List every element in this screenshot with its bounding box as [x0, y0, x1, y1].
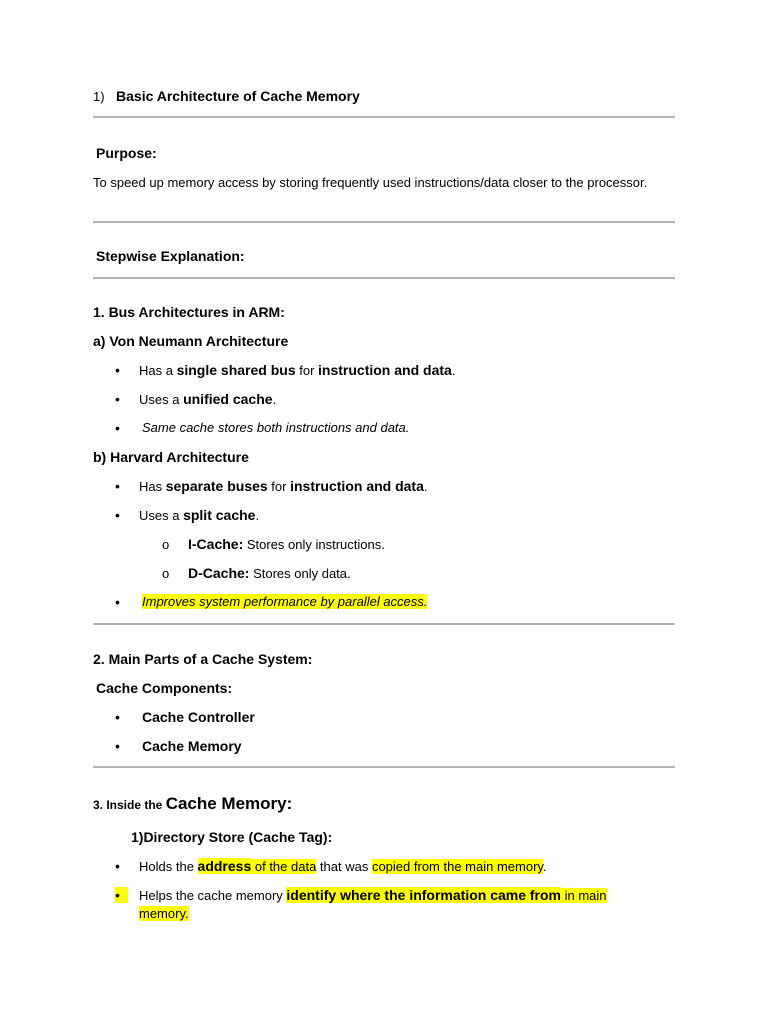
- text-bold: separate buses: [165, 478, 268, 494]
- text-highlighted: Improves system performance by parallel access.: [142, 594, 428, 609]
- list-item: [139, 507, 259, 523]
- list-item: [139, 887, 607, 903]
- text-bold: Cache Controller: [142, 709, 255, 725]
- text-highlighted: identify where the information came from: [286, 887, 562, 903]
- document-title: [93, 88, 360, 106]
- text-highlighted: of the data: [251, 859, 317, 874]
- text: for: [267, 479, 291, 494]
- title-text: Basic Architecture of Cache Memory: [116, 88, 360, 104]
- list-item: [139, 738, 242, 756]
- text: Helps the cache memory: [139, 888, 287, 903]
- text: Has a: [139, 363, 177, 378]
- text-italic: Same cache stores both instructions and data.: [142, 420, 410, 435]
- purpose-heading: [93, 145, 157, 163]
- list-item: [139, 594, 427, 609]
- text: Uses a: [139, 392, 184, 407]
- bullet: •: [115, 858, 120, 874]
- section-2-heading: 2. Main Parts of a Cache System:: [93, 651, 313, 667]
- text: that was: [316, 859, 372, 874]
- text-highlighted: copied from the main memory: [371, 859, 543, 874]
- text: for: [295, 363, 319, 378]
- sub-list-item: [185, 536, 385, 552]
- list-item: [139, 362, 455, 378]
- bullet: •: [115, 420, 120, 436]
- text: Stores only data.: [249, 566, 351, 581]
- heading-big: Cache Memory:: [165, 794, 293, 813]
- purpose-heading-text: Purpose:: [96, 145, 157, 161]
- list-item: [139, 420, 409, 435]
- sub-bullet: o: [162, 566, 170, 581]
- text: .: [255, 508, 260, 523]
- text-bold: unified cache: [183, 391, 273, 407]
- bullet: •: [115, 738, 120, 754]
- list-item: [139, 391, 276, 407]
- text-bold: I-Cache:: [188, 536, 244, 552]
- divider: [93, 221, 675, 223]
- text-highlighted: address: [197, 858, 252, 874]
- text: Uses a: [139, 508, 184, 523]
- text-bold: split cache: [183, 507, 256, 523]
- list-item-continuation: [139, 906, 189, 921]
- divider: [93, 766, 675, 768]
- sub-list-item: [185, 565, 351, 581]
- bullet: •: [115, 887, 128, 903]
- text-bold: Cache Memory: [142, 738, 242, 754]
- text: .: [423, 479, 428, 494]
- divider: [93, 277, 675, 279]
- von-neumann-heading: a) Von Neumann Architecture: [93, 333, 289, 349]
- text-bold: instruction and data: [290, 478, 424, 494]
- purpose-body: To speed up memory access by storing frequently used instructions/data closer to the processor.: [93, 175, 648, 190]
- directory-store-heading: 1)Directory Store (Cache Tag):: [131, 829, 333, 845]
- sub-bullet: o: [162, 537, 170, 552]
- list-item: [139, 478, 428, 494]
- stepwise-heading-text: Stepwise Explanation:: [96, 248, 245, 264]
- divider: [93, 623, 675, 625]
- bullet: •: [115, 594, 120, 610]
- bullet: •: [115, 478, 120, 494]
- text: Has: [139, 479, 166, 494]
- components-heading-text: Cache Components:: [96, 680, 233, 696]
- list-item: [139, 709, 255, 727]
- bullet: •: [115, 507, 120, 523]
- text-bold: instruction and data: [318, 362, 452, 378]
- list-item: [139, 858, 547, 874]
- text-highlighted: memory.: [139, 906, 189, 921]
- section-3-heading: [93, 794, 292, 814]
- text: .: [542, 859, 547, 874]
- bullet: •: [115, 362, 120, 378]
- text: Stores only instructions.: [243, 537, 385, 552]
- harvard-heading: b) Harvard Architecture: [93, 449, 249, 465]
- bullet: •: [115, 709, 120, 725]
- bullet: •: [115, 391, 120, 407]
- divider: [93, 116, 675, 118]
- components-heading: [93, 680, 232, 698]
- text-bold: D-Cache:: [188, 565, 250, 581]
- text: .: [272, 392, 277, 407]
- text-highlighted: in main: [561, 888, 607, 903]
- heading-small: 3. Inside the: [93, 798, 166, 812]
- stepwise-heading: [93, 248, 245, 266]
- title-number: 1): [93, 89, 105, 104]
- text-bold: single shared bus: [176, 362, 296, 378]
- text: Holds the: [139, 859, 198, 874]
- section-1-heading: 1. Bus Architectures in ARM:: [93, 304, 285, 320]
- text: .: [451, 363, 456, 378]
